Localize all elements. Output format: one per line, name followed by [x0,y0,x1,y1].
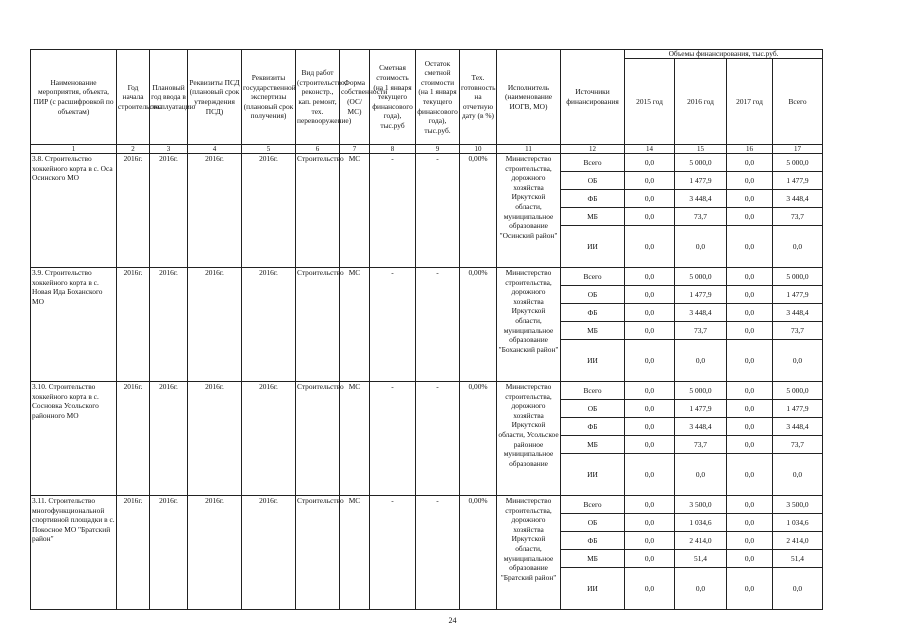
funding-source: ОБ [561,400,625,418]
financing-table [30,49,823,610]
amount-y2015: 0,0 [625,304,675,322]
plan-year: 2016г. [150,268,188,382]
amount-y2015: 0,0 [625,496,675,514]
expertise-date: 2016г. [242,154,296,268]
column-number: 8 [370,145,416,154]
header-work-type: Вид работ (строительство, реконстр., кап. ремонт, тех. перевооружение) [296,50,340,145]
expertise-date: 2016г. [242,496,296,610]
column-numbers-row [31,145,823,154]
funding-source: ИИ [561,226,625,268]
executor: Министерство строительства, дорожного хозяйства Иркутской области, муниципальное образование "Боханский район" [497,268,561,382]
header-name: Наименование мероприятия, объекта, ПИР (с расшифровкой по объектам) [31,50,117,145]
amount-total: 73,7 [773,436,823,454]
amount-y2016: 1 034,6 [675,514,727,532]
amount-y2015: 0,0 [625,382,675,400]
funding-source: ФБ [561,532,625,550]
amount-y2015: 0,0 [625,400,675,418]
column-number: 1 [31,145,117,154]
amount-total: 3 500,0 [773,496,823,514]
amount-total: 3 448,4 [773,190,823,208]
remaining-cost: - [416,268,460,382]
amount-y2017: 0,0 [727,382,773,400]
column-number: 14 [625,145,675,154]
header-start-year: Год начала строительства [117,50,150,145]
estimated-cost: - [370,496,416,610]
column-number: 9 [416,145,460,154]
amount-y2016: 0,0 [675,226,727,268]
funding-source: Всего [561,382,625,400]
header-2015: 2015 год [625,59,675,145]
amount-y2015: 0,0 [625,550,675,568]
estimated-cost: - [370,268,416,382]
amount-y2016: 0,0 [675,568,727,610]
header-financing-group: Объемы финансирования, тыс.руб. [625,50,823,59]
header-2016: 2016 год [675,59,727,145]
header-plan-year: Плановый год ввода в эксплуатацию [150,50,188,145]
amount-y2017: 0,0 [727,400,773,418]
start-year: 2016г. [117,382,150,496]
executor: Министерство строительства, дорожного хозяйства Иркутской области, Усольское районное муниципальное образование [497,382,561,496]
funding-source: МБ [561,550,625,568]
amount-y2017: 0,0 [727,550,773,568]
estimated-cost: - [370,382,416,496]
amount-y2017: 0,0 [727,268,773,286]
psd-date: 2016г. [188,382,242,496]
amount-y2016: 3 500,0 [675,496,727,514]
amount-y2015: 0,0 [625,172,675,190]
amount-y2015: 0,0 [625,568,675,610]
amount-y2017: 0,0 [727,304,773,322]
ownership-form: МС [340,154,370,268]
amount-y2015: 0,0 [625,436,675,454]
amount-y2017: 0,0 [727,286,773,304]
amount-total: 1 034,6 [773,514,823,532]
amount-y2017: 0,0 [727,172,773,190]
funding-source: ОБ [561,286,625,304]
column-number: 6 [296,145,340,154]
table-body [31,154,823,610]
header-2017: 2017 год [727,59,773,145]
start-year: 2016г. [117,496,150,610]
funding-source: Всего [561,268,625,286]
header-sources: Источники финансирования [561,50,625,145]
amount-y2017: 0,0 [727,190,773,208]
funding-source: Всего [561,496,625,514]
amount-total: 5 000,0 [773,382,823,400]
amount-total: 1 477,9 [773,286,823,304]
executor: Министерство строительства, дорожного хозяйства Иркутской области, муниципальное образование "Осинский район" [497,154,561,268]
executor: Министерство строительства, дорожного хозяйства Иркутской области, муниципальное образование "Братский район" [497,496,561,610]
amount-y2017: 0,0 [727,454,773,496]
psd-date: 2016г. [188,496,242,610]
amount-y2017: 0,0 [727,514,773,532]
estimated-cost: - [370,154,416,268]
amount-y2015: 0,0 [625,454,675,496]
column-number: 11 [497,145,561,154]
amount-y2016: 1 477,9 [675,400,727,418]
amount-y2015: 0,0 [625,514,675,532]
amount-total: 73,7 [773,322,823,340]
amount-y2017: 0,0 [727,568,773,610]
amount-y2016: 73,7 [675,322,727,340]
header-psd: Реквизиты ПСД (плановый срок утверждения ПСД) [188,50,242,145]
work-type: Строительство [296,382,340,496]
table-row [31,382,823,400]
amount-y2017: 0,0 [727,322,773,340]
amount-y2016: 1 477,9 [675,172,727,190]
amount-total: 73,7 [773,208,823,226]
amount-y2016: 3 448,4 [675,418,727,436]
psd-date: 2016г. [188,154,242,268]
expertise-date: 2016г. [242,268,296,382]
remaining-cost: - [416,496,460,610]
funding-source: МБ [561,322,625,340]
amount-total: 0,0 [773,454,823,496]
amount-y2016: 73,7 [675,436,727,454]
amount-y2016: 2 414,0 [675,532,727,550]
amount-y2016: 51,4 [675,550,727,568]
table-row [31,496,823,514]
ownership-form: МС [340,268,370,382]
expertise-date: 2016г. [242,382,296,496]
amount-y2016: 3 448,4 [675,304,727,322]
funding-source: ОБ [561,172,625,190]
header-ownership: Форма собственности (ОС/МС) [340,50,370,145]
amount-y2016: 0,0 [675,340,727,382]
amount-y2017: 0,0 [727,340,773,382]
page-number: 24 [448,616,457,625]
ownership-form: МС [340,496,370,610]
start-year: 2016г. [117,154,150,268]
amount-y2016: 5 000,0 [675,268,727,286]
funding-source: ФБ [561,304,625,322]
plan-year: 2016г. [150,496,188,610]
amount-total: 0,0 [773,340,823,382]
column-number: 12 [561,145,625,154]
header-executor: Исполнитель (наименование ИОГВ, МО) [497,50,561,145]
amount-y2016: 5 000,0 [675,382,727,400]
column-number: 3 [150,145,188,154]
amount-y2015: 0,0 [625,268,675,286]
readiness: 0,00% [460,382,497,496]
amount-y2017: 0,0 [727,208,773,226]
object-name: 3.11. Строительство многофункциональной спортивной площадки в с. Покосное МО "Братский район" [31,496,117,610]
work-type: Строительство [296,496,340,610]
column-number: 17 [773,145,823,154]
funding-source: ИИ [561,568,625,610]
funding-source: ФБ [561,190,625,208]
object-name: 3.8. Строительство хоккейного корта в с. Оса Осинского МО [31,154,117,268]
amount-y2016: 1 477,9 [675,286,727,304]
amount-total: 3 448,4 [773,304,823,322]
header-remaining-cost: Остаток сметной стоимости (на 1 января текущего финансового года), тыс.руб. [416,50,460,145]
amount-total: 1 477,9 [773,400,823,418]
amount-y2015: 0,0 [625,226,675,268]
amount-y2016: 3 448,4 [675,190,727,208]
funding-source: Всего [561,154,625,172]
header-expertise: Реквизиты государственной экспертизы (плановый срок получения) [242,50,296,145]
amount-total: 51,4 [773,550,823,568]
header-estimated-cost: Сметная стоимость (на 1 января текущего финансового года), тыс.руб [370,50,416,145]
amount-y2015: 0,0 [625,190,675,208]
object-name: 3.9. Строительство хоккейного корта в с. Новая Ида Боханского МО [31,268,117,382]
amount-y2017: 0,0 [727,532,773,550]
amount-y2017: 0,0 [727,496,773,514]
amount-y2015: 0,0 [625,340,675,382]
amount-total: 3 448,4 [773,418,823,436]
column-number: 10 [460,145,497,154]
column-number: 2 [117,145,150,154]
plan-year: 2016г. [150,382,188,496]
table-row [31,154,823,172]
column-number: 5 [242,145,296,154]
column-number: 15 [675,145,727,154]
work-type: Строительство [296,268,340,382]
column-number: 4 [188,145,242,154]
amount-total: 0,0 [773,226,823,268]
amount-y2015: 0,0 [625,208,675,226]
amount-y2017: 0,0 [727,226,773,268]
amount-y2015: 0,0 [625,418,675,436]
amount-y2017: 0,0 [727,418,773,436]
amount-y2015: 0,0 [625,532,675,550]
object-name: 3.10. Строительство хоккейного корта в с. Сосновка Усольского районного МО [31,382,117,496]
amount-y2017: 0,0 [727,154,773,172]
funding-source: МБ [561,436,625,454]
readiness: 0,00% [460,496,497,610]
funding-source: МБ [561,208,625,226]
amount-y2016: 73,7 [675,208,727,226]
amount-total: 1 477,9 [773,172,823,190]
amount-y2017: 0,0 [727,436,773,454]
remaining-cost: - [416,154,460,268]
plan-year: 2016г. [150,154,188,268]
amount-total: 2 414,0 [773,532,823,550]
amount-total: 5 000,0 [773,154,823,172]
amount-total: 5 000,0 [773,268,823,286]
funding-source: ФБ [561,418,625,436]
remaining-cost: - [416,382,460,496]
column-number: 7 [340,145,370,154]
psd-date: 2016г. [188,268,242,382]
ownership-form: МС [340,382,370,496]
funding-source: ИИ [561,340,625,382]
funding-source: ОБ [561,514,625,532]
amount-total: 0,0 [773,568,823,610]
amount-y2015: 0,0 [625,286,675,304]
header-total: Всего [773,59,823,145]
readiness: 0,00% [460,154,497,268]
header-readiness: Тех. готовность на отчетную дату (в %) [460,50,497,145]
amount-y2015: 0,0 [625,154,675,172]
amount-y2016: 0,0 [675,454,727,496]
work-type: Строительство [296,154,340,268]
amount-y2016: 5 000,0 [675,154,727,172]
table-row [31,268,823,286]
start-year: 2016г. [117,268,150,382]
amount-y2015: 0,0 [625,322,675,340]
column-number: 16 [727,145,773,154]
readiness: 0,00% [460,268,497,382]
funding-source: ИИ [561,454,625,496]
